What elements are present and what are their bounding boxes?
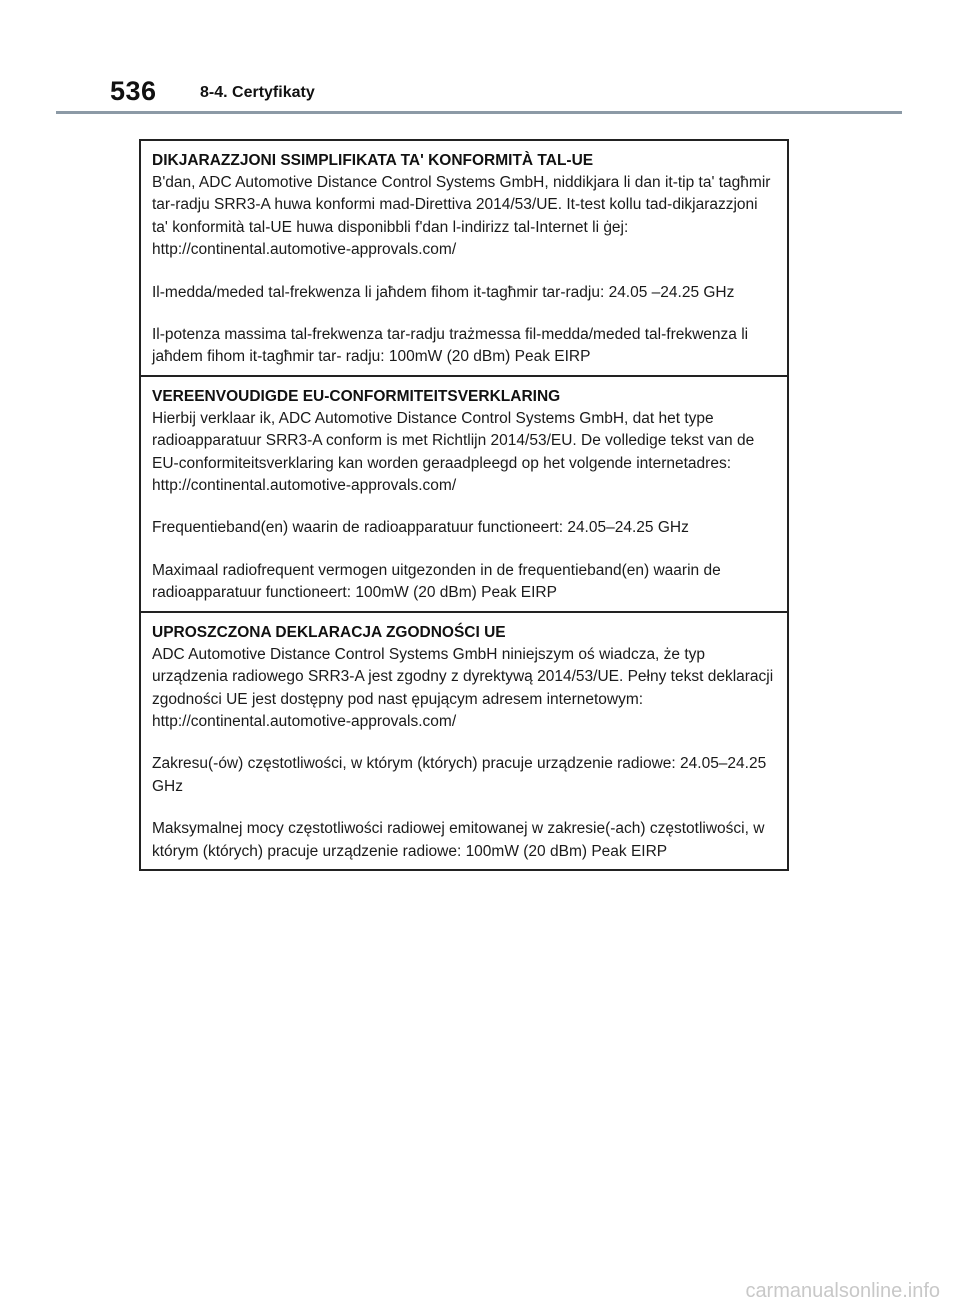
certification-box xyxy=(139,139,789,871)
declaration-heading: DIKJARAZZJONI SSIMPLIFIKATA TA' KONFORMITÀ TAL-UE xyxy=(152,152,594,169)
page-header xyxy=(0,0,960,120)
watermark: carmanualsonline.info xyxy=(745,1280,940,1302)
max-power-text: Maksymalnej mocy częstotliwości radiowej emitowanej w zakresie(-ach) częstotliwości, w którym (których) pracuje urządzenie radiowe: 100mW (20 dBm) Peak EIRP xyxy=(152,820,765,860)
frequency-band-text: Zakresu(-ów) częstotliwości, w którym (których) pracuje urządzenie radiowe: 24.05–24.25 GHz xyxy=(152,755,767,795)
declaration-maltese xyxy=(141,141,787,375)
max-power-text: Maximaal radiofrequent vermogen uitgezonden in de frequentieband(en) waarin de radioapparatuur functioneert: 100mW (20 dBm) Peak EIRP xyxy=(152,561,721,602)
declaration-text: B'dan, ADC Automotive Distance Control Systems GmbH, niddikjara li dan it-tip ta' tagħmir tar-radju SRR3-A huwa konformi mad-Direttiva 2014/53/UE. It-test kollu tad-dikjarazzjoni ta' konformità tal-UE huwa disponibbli f'dan l-indirizz tal-Internet li ġej: http://continental.automotive-approvals.com/ xyxy=(152,174,771,259)
header-divider xyxy=(56,111,902,114)
max-power-text: Il-potenza massima tal-frekwenza tar-radju trażmessa fil-medda/meded tal-frekwenza li jaħdem fihom it-tagħmir tar- radju: 100mW (20 dBm) Peak EIRP xyxy=(152,326,749,366)
section-title: 8-4. Certyfikaty xyxy=(200,84,315,101)
declaration-text: ADC Automotive Distance Control Systems GmbH niniejszym oś wiadcza, że typ urządzenia radiowego SRR3-A jest zgodny z dyrektywą 2014/53/UE. Pełny tekst deklaracji zgodności UE jest dostępny pod nast ępującym adresem internetowym: http://continental.automotive-approvals.com/ xyxy=(152,645,774,730)
page-number: 536 xyxy=(110,76,157,106)
frequency-band-text: Frequentieband(en) waarin de radioapparatuur functioneert: 24.05–24.25 GHz xyxy=(152,519,689,537)
declaration-heading: UPROSZCZONA DEKLARACJA ZGODNOŚCI UE xyxy=(152,623,506,641)
declaration-heading: VEREENVOUDIGDE EU-CONFORMITEITSVERKLARING xyxy=(152,387,561,405)
declaration-polish xyxy=(141,611,787,869)
declaration-dutch xyxy=(141,375,787,611)
declaration-text: Hierbij verklaar ik, ADC Automotive Distance Control Systems GmbH, dat het type radioapparatuur SRR3-A conform is met Richtlijn 2014/53/EU. De volledige tekst van de EU-conformiteitsverklaring kan worden geraadpleegd op het volgende internetadres: http://continental.automotive-approvals.com/ xyxy=(152,409,755,495)
frequency-band-text: Il-medda/meded tal-frekwenza li jaħdem fihom it-tagħmir tar-radju: 24.05 –24.25 GHz xyxy=(152,283,735,301)
